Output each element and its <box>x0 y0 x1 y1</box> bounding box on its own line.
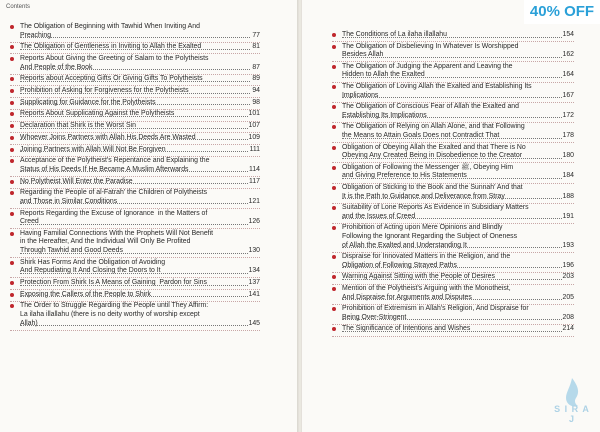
toc-entry-line: Shirk Has Forms And the Obligation of Avoiding <box>20 258 166 266</box>
toc-entry[interactable] <box>342 83 574 100</box>
page-number: 214 <box>562 325 574 333</box>
toc-entry-line: Implications <box>342 91 379 99</box>
toc-entry-line: The Obligation of Conscious Fear of Allah the Exalted and <box>342 103 519 111</box>
toc-entry[interactable] <box>20 178 260 187</box>
page-number: 101 <box>248 110 260 118</box>
toc-entry-line: Obligation of Obeying Allah the Exalted and that There is No <box>342 143 526 151</box>
bullet-icon <box>10 136 14 140</box>
toc-entry-line: The Obligation of Disbelieving In Whatever Is Worshipped <box>342 42 519 50</box>
page-number: 196 <box>562 261 574 269</box>
toc-entry[interactable] <box>20 55 260 72</box>
toc-entry[interactable] <box>342 164 574 181</box>
leader-dots <box>20 203 260 204</box>
bullet-icon <box>332 105 336 109</box>
toc-entry[interactable] <box>20 87 260 96</box>
bullet-icon <box>332 33 336 37</box>
toc-entry-line: of Allah the Exalted and Understanding It <box>342 241 467 249</box>
bullet-icon <box>10 304 14 308</box>
leader-dots <box>20 104 260 105</box>
toc-entry[interactable] <box>20 122 260 131</box>
toc-entry[interactable] <box>20 99 260 108</box>
page-number: 154 <box>562 31 574 38</box>
toc-entry-line: Warning Against Sitting with the People of Desires <box>342 273 495 281</box>
page-number: 126 <box>248 218 260 226</box>
toc-entry-line: Mention of the Polytheist's Arguing with the Monotheist, <box>342 285 511 292</box>
bullet-icon <box>10 89 14 93</box>
right-page <box>302 0 600 432</box>
bullet-icon <box>10 57 14 61</box>
toc-entry-line: Being Over-Stringent <box>342 313 407 321</box>
toc-entry[interactable] <box>342 273 574 282</box>
toc-entry-line: Through Tawhid and Good Deeds <box>20 246 123 254</box>
page-number: 205 <box>562 293 574 301</box>
toc-entry[interactable] <box>342 253 574 270</box>
toc-entry[interactable] <box>20 189 260 206</box>
leader-dots <box>20 116 260 117</box>
leader-dots <box>20 183 260 184</box>
toc-entry-line: Exposing the Callers of the People to Shirk <box>20 290 151 298</box>
logo-text: S I R A J <box>554 404 590 424</box>
toc-entry-line: and Those in Similar Conditions <box>20 197 118 205</box>
toc-entry-line: The Obligation of Beginning with Tawhid When Inviting And <box>20 23 200 30</box>
toc-entry-line: in the Hereafter, And the Individual Will Only Be Profited <box>20 238 191 246</box>
toc-entry-line: Reports About Giving the Greeting of Salam to the Polytheists <box>20 55 209 62</box>
page-number: 130 <box>248 246 260 254</box>
toc-entry-line: Obligation of Sticking to the Book and the Sunnah' And that <box>342 184 523 191</box>
toc-entry-line: Protection From Shirk Is A Means of Gaining Pardon for Sins <box>20 279 207 286</box>
toc-entry-line: and Giving Preference to His Statements <box>342 172 467 180</box>
leader-dots <box>342 279 574 280</box>
leader-dots <box>342 299 574 300</box>
toc-entry-line: The Conditions of La ilaha illallahu <box>342 31 447 38</box>
page-number: 77 <box>252 31 260 39</box>
bullet-icon <box>10 25 14 29</box>
page-number: 98 <box>252 98 260 106</box>
toc-entry-line: Obeying Any Created Being in Disobedience to the Creator <box>342 152 523 160</box>
page-number: 87 <box>252 63 260 71</box>
toc-entry-line: Hidden to Allah the Exalted <box>342 71 425 79</box>
bullet-icon <box>332 287 336 291</box>
bullet-icon <box>10 281 14 285</box>
discount-badge[interactable]: 40% OFF <box>524 0 600 24</box>
bullet-icon <box>10 261 14 265</box>
toc-entry[interactable] <box>342 325 574 334</box>
toc-entry-line: No Polytheist Will Enter the Paradise <box>20 177 133 185</box>
toc-entry-line: The Obligation of Gentleness in Inviting to Allah the Exalted <box>20 43 202 51</box>
page-number: 81 <box>252 43 260 51</box>
toc-entry-line: Prohibition of Asking for Forgiveness for the Polytheists <box>20 87 189 94</box>
leader-dots <box>342 331 574 332</box>
toc-entry-line: and the Issues of Creed <box>342 212 416 220</box>
bullet-icon <box>10 212 14 216</box>
leader-dots <box>342 178 574 179</box>
leader-dots <box>342 267 574 268</box>
toc-entry-line: Creed <box>20 218 39 226</box>
toc-entry-line: Following the Ignorant Regarding the Subject of Oneness <box>342 232 518 240</box>
leader-dots <box>20 151 260 152</box>
page-number: 137 <box>248 279 260 286</box>
bullet-icon <box>332 307 336 311</box>
leader-dots <box>342 198 574 199</box>
bullet-icon <box>332 186 336 190</box>
leader-dots <box>20 171 260 172</box>
toc-entry[interactable] <box>342 285 574 302</box>
toc-entry-line: The Significance of Intentions and Wishes <box>342 325 471 333</box>
toc-entry-line: Reports about Accepting Gifts Or Giving Gifts To Polytheists <box>20 75 203 83</box>
page-number: 162 <box>562 51 574 59</box>
toc-entry[interactable] <box>342 123 574 140</box>
page-number: 178 <box>562 131 574 139</box>
toc-entry-line: Regarding the People of al-Fatrah' the Children of Polytheists <box>20 189 208 197</box>
toc-entry[interactable] <box>20 259 260 276</box>
bullet-icon <box>332 327 336 331</box>
toc-entry[interactable] <box>342 103 574 120</box>
toc-entry-line: Establishing Its Implications <box>342 111 427 119</box>
toc-entry-line: Declaration that Shirk is the Worst Sin <box>20 122 136 130</box>
page-number: 114 <box>249 165 260 173</box>
entry-divider <box>332 336 574 337</box>
leader-dots <box>20 224 260 225</box>
toc-entry-line: Dispraise for Innovated Matters in the Religion, and the <box>342 253 511 261</box>
page-number: 191 <box>562 212 574 220</box>
toc-entry[interactable] <box>20 210 260 227</box>
leader-dots <box>20 253 260 254</box>
toc-entry[interactable] <box>342 204 574 221</box>
toc-entry-line: The Obligation of Relying on Allah Alone, and that Following <box>342 123 525 131</box>
page-number: 94 <box>252 87 260 94</box>
toc-entry-line: And Repudiating It And Closing the Doors to It <box>20 267 161 275</box>
toc-entry[interactable] <box>20 110 260 119</box>
toc-entry[interactable] <box>342 144 574 161</box>
page-number: 89 <box>252 75 260 83</box>
leader-dots <box>342 247 574 248</box>
leader-dots <box>20 325 260 326</box>
page-number: 134 <box>248 267 260 275</box>
toc-entry-line: Suitability of Lone Reports As Evidence in Subsidiary Matters <box>342 204 529 212</box>
bullet-icon <box>332 275 336 279</box>
toc-entry[interactable] <box>342 224 574 250</box>
siraj-logo <box>552 376 592 424</box>
page-number: 121 <box>248 197 260 205</box>
page-number: 117 <box>249 177 260 185</box>
toc-entry-line: Acceptance of the Polytheist's Repentance and Explaining the <box>20 157 210 165</box>
toc-entry-line: Joining Partners with Allah Will Not Be Forgiven <box>20 145 166 153</box>
leader-dots <box>342 158 574 159</box>
toc-entry[interactable] <box>20 43 260 52</box>
toc-entry-line: La ilaha illallahu (there is no deity worthy of worship except <box>20 310 200 318</box>
bullet-icon <box>332 85 336 89</box>
toc-entry-line: Status of His Deeds If He Became A Muslim Afterwards <box>20 165 189 173</box>
toc-entry-line: Whoever Joins Partners with Allah His Deeds Are Wasted <box>20 133 196 141</box>
bullet-icon <box>10 293 14 297</box>
page-number: 141 <box>248 290 260 298</box>
toc-entry[interactable] <box>20 279 260 288</box>
bullet-icon <box>10 191 14 195</box>
toc-entry-line: Obligation of Following Strayed Paths <box>342 261 457 269</box>
leader-dots <box>342 37 574 38</box>
bullet-icon <box>332 45 336 49</box>
page-number: 145 <box>248 319 260 327</box>
leader-dots <box>20 273 260 274</box>
toc-entry-line: Reports About Supplicating Against the Polytheists <box>20 110 175 118</box>
toc-entry-line: The Order to Struggle Regarding the People until They Affirm: <box>20 302 209 310</box>
toc-entry-line: Allah) <box>20 319 38 327</box>
toc-entry[interactable] <box>20 134 260 143</box>
page-number: 188 <box>562 192 574 200</box>
bullet-icon <box>10 101 14 105</box>
leader-dots <box>342 97 574 98</box>
leader-dots <box>342 77 574 78</box>
page-number: 184 <box>562 172 574 180</box>
leader-dots <box>20 285 260 286</box>
leader-dots <box>20 128 260 129</box>
header-title: Contents <box>6 4 31 10</box>
page-number: 107 <box>248 122 260 130</box>
leader-dots <box>20 139 260 140</box>
toc-entry-line: Prohibition of Acting upon Mere Opinions and Blindly <box>342 224 503 232</box>
leader-dots <box>20 93 260 94</box>
bullet-icon <box>10 124 14 128</box>
left-page <box>0 0 298 432</box>
bullet-icon <box>332 146 336 150</box>
entry-divider <box>10 330 260 331</box>
page-number: 111 <box>249 145 260 153</box>
page-number: 164 <box>562 71 574 79</box>
toc-entry-line: And Dispraise for Arguments and Disputes <box>342 293 472 301</box>
toc-entry[interactable] <box>342 63 574 80</box>
bullet-icon <box>332 166 336 170</box>
toc-entry[interactable] <box>20 75 260 84</box>
leader-dots <box>342 138 574 139</box>
bullet-icon <box>10 77 14 81</box>
page-number: 172 <box>562 111 574 119</box>
page-number: 109 <box>248 133 260 141</box>
leader-dots <box>20 296 260 297</box>
toc-entry[interactable] <box>342 184 574 201</box>
toc-entry-line: The Obligation of Loving Allah the Exalted and Establishing Its <box>342 83 532 90</box>
toc-entry-line: the Means to Attain Goals Does not Contradict That <box>342 131 500 139</box>
leader-dots <box>20 81 260 82</box>
bullet-icon <box>10 180 14 184</box>
toc-entry-line: Preaching <box>20 31 52 39</box>
toc-entry-line: And People of the Book <box>20 63 93 71</box>
page-number: 208 <box>562 313 574 321</box>
page-number: 167 <box>562 91 574 99</box>
bullet-icon <box>332 226 336 230</box>
toc-entry-line: Having Familial Connections With the Prophets Will Not Benefit <box>20 229 214 237</box>
leader-dots <box>342 57 574 58</box>
page-number: 180 <box>562 152 574 160</box>
bullet-icon <box>10 159 14 163</box>
bullet-icon <box>332 255 336 259</box>
leader-dots <box>20 37 260 38</box>
bullet-icon <box>10 148 14 152</box>
toc-entry-line: Besides Allah <box>342 51 384 59</box>
page-number: 203 <box>562 273 574 281</box>
toc-entry-line: Prohibition of Extremism in Allah's Religion, And Dispraise for <box>342 305 529 313</box>
leader-dots <box>20 69 260 70</box>
leader-dots <box>20 49 260 50</box>
toc-entry[interactable] <box>20 23 260 40</box>
toc-entry[interactable] <box>20 291 260 300</box>
toc-entry[interactable] <box>342 305 574 322</box>
toc-entry-line: The Obligation of Judging the Apparent and Leaving the <box>342 62 513 70</box>
leader-dots <box>342 117 574 118</box>
bullet-icon <box>332 125 336 129</box>
bullet-icon <box>332 65 336 69</box>
page-number: 193 <box>562 241 574 249</box>
toc-entry[interactable] <box>20 157 260 174</box>
bullet-icon <box>10 112 14 116</box>
toc-entry-line: Obligation of Following the Messenger ﷺ, Obeying Him <box>342 163 514 171</box>
toc-entry-line: Reports Regarding the Excuse of Ignorance in the Matters of <box>20 209 208 217</box>
toc-entry[interactable] <box>20 230 260 256</box>
bullet-icon <box>332 206 336 210</box>
toc-entry-line: Supplicating for Guidance for the Polytheists <box>20 98 156 106</box>
toc-entry[interactable] <box>342 31 574 40</box>
bullet-icon <box>10 232 14 236</box>
toc-entry[interactable] <box>342 43 574 60</box>
toc-entry[interactable] <box>20 146 260 155</box>
leader-dots <box>342 218 574 219</box>
bullet-icon <box>10 45 14 49</box>
toc-entry[interactable] <box>20 302 260 328</box>
leader-dots <box>342 319 574 320</box>
toc-entry-line: It is the Path to Guidance and Deliverance from Stray <box>342 192 505 200</box>
